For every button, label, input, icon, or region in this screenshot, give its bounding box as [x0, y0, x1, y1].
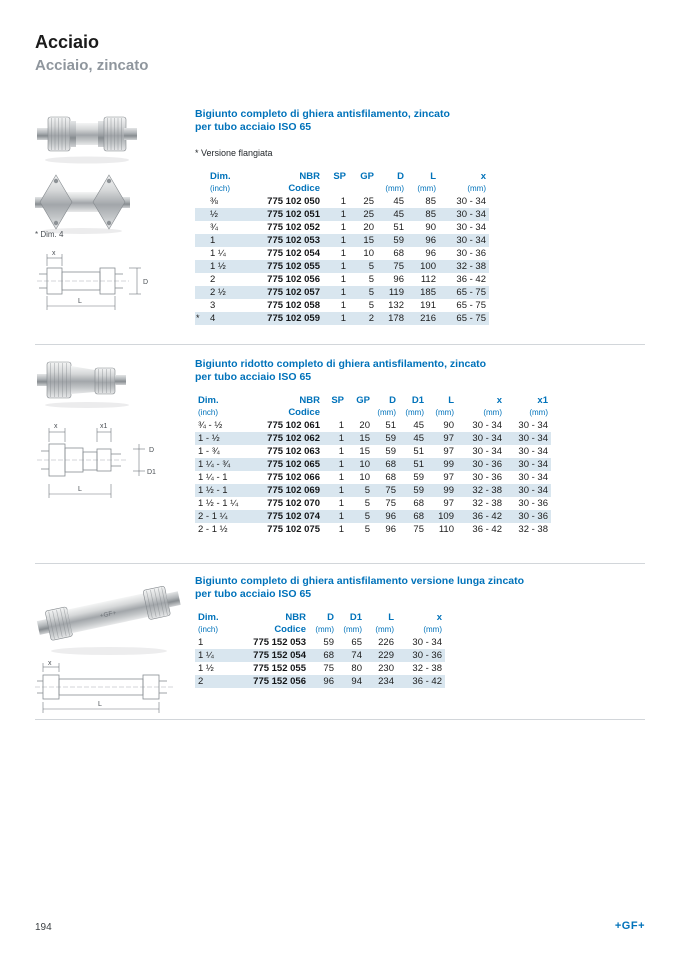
gp-cell: 25: [363, 209, 374, 220]
x-cell: 36 - 42: [456, 274, 486, 285]
table-row: [195, 484, 551, 497]
dim-label-x: x: [48, 660, 52, 667]
column-subheader-sp: [323, 183, 349, 195]
l-cell: 230: [378, 663, 394, 674]
l-cell: 191: [420, 300, 436, 311]
l-cell: 216: [420, 313, 436, 324]
sp-cell: 1: [338, 420, 344, 431]
dim-cell: 1 - ¾: [198, 446, 220, 457]
column-subheader-dim: (inch): [198, 625, 219, 634]
d1-cell: 59: [413, 472, 424, 483]
l-cell: 97: [443, 446, 454, 457]
product-photo-long-coupling: [35, 569, 183, 659]
column-subheader-gp: [347, 407, 373, 419]
column-subheader-d1: (mm): [405, 408, 424, 417]
sp-cell: 1: [338, 498, 344, 509]
d-cell: 132: [388, 300, 404, 311]
gp-cell: 15: [363, 235, 374, 246]
d-cell: 75: [385, 485, 396, 496]
l-cell: 90: [443, 420, 454, 431]
d1-cell: 80: [351, 663, 362, 674]
dim-cell: 1 ½: [198, 663, 214, 674]
dim-label-x1: x1: [100, 423, 108, 430]
dim-cell: 1 - ½: [198, 433, 220, 444]
dim-cell: 2 - 1 ½: [198, 524, 228, 535]
dim-label-l: L: [78, 298, 82, 305]
flag-cell: [195, 208, 207, 221]
d-cell: 75: [385, 498, 396, 509]
gp-cell: 5: [364, 511, 370, 522]
code-cell: 775 102 057: [267, 287, 320, 298]
x-cell: 30 - 34: [456, 235, 486, 246]
table-row: [195, 208, 489, 221]
product-table: [195, 394, 551, 536]
sp-cell: 1: [338, 433, 344, 444]
dim-cell: 2: [210, 274, 216, 285]
d1-cell: 51: [413, 446, 424, 457]
code-cell: 775 102 061: [267, 420, 320, 431]
dim-label-d: D: [149, 447, 155, 454]
gp-cell: 25: [363, 196, 374, 207]
d-cell: 119: [388, 287, 404, 298]
flag-cell: [195, 221, 207, 234]
column-header-x: x: [480, 171, 486, 182]
x1-cell: 30 - 36: [518, 498, 548, 509]
d-cell: 45: [393, 209, 404, 220]
x1-cell: 30 - 34: [518, 433, 548, 444]
l-cell: 97: [443, 472, 454, 483]
dim-cell: 1 ½ - 1 ¼: [198, 498, 239, 509]
column-header-x: x: [496, 395, 502, 406]
table-row: [195, 195, 489, 208]
x-cell: 30 - 34: [472, 420, 502, 431]
flag-cell: [195, 299, 207, 312]
gp-cell: 5: [364, 498, 370, 509]
x-cell: 30 - 34: [472, 446, 502, 457]
table-row: [195, 247, 489, 260]
sp-cell: 1: [340, 300, 346, 311]
column-header-d1: D1: [349, 612, 362, 623]
x-cell: 65 - 75: [456, 300, 486, 311]
dim-label-d: D: [143, 279, 149, 286]
column-subheader-d: (mm): [315, 625, 334, 634]
dim-cell: ¾: [210, 222, 218, 233]
l-cell: 226: [378, 637, 394, 648]
table-row: [195, 497, 551, 510]
page-subtitle: Acciaio, zincato: [35, 57, 149, 74]
column-header-code: NBR: [299, 395, 320, 406]
x-cell: 36 - 42: [472, 511, 502, 522]
image-caption: * Dim. 4: [35, 230, 64, 239]
gp-cell: 5: [364, 485, 370, 496]
d-cell: 75: [393, 261, 404, 272]
x-cell: 32 - 38: [472, 485, 502, 496]
x-cell: 30 - 36: [472, 459, 502, 470]
x-cell: 30 - 34: [456, 222, 486, 233]
code-cell: 775 102 062: [267, 433, 320, 444]
d1-cell: 68: [413, 511, 424, 522]
column-subheader-d1: (mm): [343, 625, 362, 634]
section-heading: Bigiunto completo di ghiera antisfilamento versione lunga zincato per tubo acciaio ISO 65: [195, 575, 525, 600]
l-cell: 96: [425, 248, 436, 259]
code-cell: 775 152 054: [253, 650, 306, 661]
column-header-sp: SP: [333, 171, 346, 182]
x1-cell: 32 - 38: [518, 524, 548, 535]
d-cell: 96: [385, 524, 396, 535]
column-header-d1: D1: [411, 395, 424, 406]
l-cell: 185: [420, 287, 436, 298]
d1-cell: 45: [413, 433, 424, 444]
code-cell: 775 152 053: [253, 637, 306, 648]
column-header-d: D: [327, 612, 334, 623]
sp-cell: 1: [340, 287, 346, 298]
x-cell: 30 - 36: [456, 248, 486, 259]
column-header-flag: [195, 170, 207, 183]
sp-cell: 1: [340, 261, 346, 272]
table-row: [195, 675, 445, 688]
column-header-dim: Dim.: [198, 612, 219, 623]
d-cell: 59: [385, 433, 396, 444]
sp-cell: 1: [340, 248, 346, 259]
product-photo-reduced-coupling: [37, 352, 137, 410]
flag-cell: [195, 195, 207, 208]
brand-marking: +GF+: [99, 609, 117, 620]
l-cell: 97: [443, 433, 454, 444]
x-cell: 32 - 38: [412, 663, 442, 674]
d-cell: 68: [385, 459, 396, 470]
column-header-dim: Dim.: [210, 171, 231, 182]
table-row: [195, 286, 489, 299]
dim-cell: 1 ½: [210, 261, 226, 272]
d-cell: 59: [385, 446, 396, 457]
d-cell: 96: [393, 274, 404, 285]
column-header-x1: x1: [537, 395, 548, 406]
code-cell: 775 102 074: [267, 511, 320, 522]
code-cell: 775 102 059: [267, 313, 320, 324]
d-cell: 96: [385, 511, 396, 522]
x1-cell: 30 - 36: [518, 511, 548, 522]
gp-cell: 5: [364, 524, 370, 535]
sp-cell: 1: [338, 446, 344, 457]
d-cell: 51: [385, 420, 396, 431]
x-cell: 36 - 42: [472, 524, 502, 535]
dim-cell: 1 ¼: [198, 650, 214, 661]
column-subheader-code: Codice: [288, 183, 320, 194]
table-row: [195, 636, 445, 649]
flag-cell: [195, 273, 207, 286]
code-cell: 775 102 063: [267, 446, 320, 457]
l-cell: 99: [443, 459, 454, 470]
x-cell: 32 - 38: [456, 261, 486, 272]
x-cell: 32 - 38: [472, 498, 502, 509]
d-cell: 59: [393, 235, 404, 246]
gp-cell: 10: [363, 248, 374, 259]
code-cell: 775 102 075: [267, 524, 320, 535]
d1-cell: 74: [351, 650, 362, 661]
table-row: [195, 662, 445, 675]
table-row: [195, 221, 489, 234]
technical-drawing-coupling: [37, 244, 157, 316]
section-coupling-reduced: [35, 358, 645, 558]
product-photo-flanged: [35, 170, 130, 236]
sp-cell: 1: [340, 235, 346, 246]
d1-cell: 65: [351, 637, 362, 648]
d-cell: 68: [385, 472, 396, 483]
sp-cell: 1: [340, 222, 346, 233]
table-row: [195, 510, 551, 523]
d1-cell: 45: [413, 420, 424, 431]
code-cell: 775 102 058: [267, 300, 320, 311]
code-cell: 775 102 066: [267, 472, 320, 483]
column-subheader-d: (mm): [385, 184, 404, 193]
l-cell: 110: [438, 524, 454, 535]
page-number: 194: [35, 922, 52, 933]
x1-cell: 30 - 34: [518, 446, 548, 457]
l-cell: 99: [443, 485, 454, 496]
dim-cell: 1 ¼: [210, 248, 226, 259]
sp-cell: 1: [338, 524, 344, 535]
section-separator: [35, 563, 645, 564]
l-cell: 85: [425, 196, 436, 207]
dim-cell: 2 - 1 ¼: [198, 511, 228, 522]
column-header-l: L: [430, 171, 436, 182]
dim-cell: 2: [198, 676, 204, 687]
sp-cell: 1: [340, 313, 346, 324]
column-subheader-x: (mm): [423, 625, 442, 634]
l-cell: 97: [443, 498, 454, 509]
code-cell: 775 152 055: [253, 663, 306, 674]
flag-cell: [195, 260, 207, 273]
d-cell: 45: [393, 196, 404, 207]
d-cell: 178: [388, 313, 404, 324]
code-cell: 775 102 050: [267, 196, 320, 207]
table-row: [195, 273, 489, 286]
column-header-gp: GP: [356, 395, 370, 406]
code-cell: 775 152 056: [253, 676, 306, 687]
column-subheader-l: (mm): [417, 184, 436, 193]
x-cell: 65 - 75: [456, 287, 486, 298]
column-header-code: NBR: [285, 612, 306, 623]
code-cell: 775 102 054: [267, 248, 320, 259]
x1-cell: 30 - 34: [518, 485, 548, 496]
sp-cell: 1: [340, 274, 346, 285]
flag-cell: [195, 286, 207, 299]
dim-cell: 1 ¼ - ¾: [198, 459, 231, 470]
x-cell: 65 - 75: [456, 313, 486, 324]
column-subheader-d: (mm): [377, 408, 396, 417]
column-subheader-gp: [349, 183, 377, 195]
dim-cell: ½: [210, 209, 218, 220]
l-cell: 85: [425, 209, 436, 220]
d1-cell: 94: [351, 676, 362, 687]
code-cell: 775 102 053: [267, 235, 320, 246]
column-header-code: NBR: [299, 171, 320, 182]
section-separator: [35, 344, 645, 345]
table-row: [195, 523, 551, 536]
flag-cell: *: [196, 313, 200, 323]
l-cell: 90: [425, 222, 436, 233]
gp-cell: 20: [363, 222, 374, 233]
sp-cell: 1: [338, 472, 344, 483]
code-cell: 775 102 051: [267, 209, 320, 220]
column-subheader-sp: [323, 407, 347, 419]
gp-cell: 20: [359, 420, 370, 431]
sp-cell: 1: [340, 196, 346, 207]
gp-cell: 15: [359, 433, 370, 444]
column-subheader-l: (mm): [435, 408, 454, 417]
table-row: [195, 471, 551, 484]
column-subheader-dim: (inch): [210, 184, 231, 193]
table-row: [195, 299, 489, 312]
section-note: * Versione flangiata: [195, 148, 273, 158]
d1-cell: 68: [413, 498, 424, 509]
d1-cell: 75: [413, 524, 424, 535]
table-row: [195, 234, 489, 247]
dim-cell: 1: [198, 637, 204, 648]
l-cell: 112: [420, 274, 436, 285]
gp-cell: 15: [359, 446, 370, 457]
gp-cell: 5: [368, 274, 374, 285]
d-cell: 68: [323, 650, 334, 661]
gp-cell: 2: [368, 313, 374, 324]
code-cell: 775 102 070: [267, 498, 320, 509]
column-subheader-code: Codice: [288, 407, 320, 418]
sp-cell: 1: [340, 209, 346, 220]
code-cell: 775 102 065: [267, 459, 320, 470]
section-coupling-standard: [35, 108, 645, 343]
l-cell: 100: [420, 261, 436, 272]
column-subheader-dim: (inch): [198, 408, 219, 417]
brand-logo: +GF+: [614, 920, 645, 932]
section-heading: Bigiunto completo di ghiera antisfilamento, zincato per tubo acciaio ISO 65: [195, 108, 450, 133]
dim-cell: 1: [210, 235, 216, 246]
sp-cell: 1: [338, 485, 344, 496]
l-cell: 229: [378, 650, 394, 661]
product-photo-coupling: [37, 102, 137, 166]
gp-cell: 5: [368, 300, 374, 311]
dim-cell: ⅜: [210, 196, 218, 207]
sp-cell: 1: [338, 511, 344, 522]
dim-label-l: L: [98, 701, 102, 708]
dim-cell: 3: [210, 300, 216, 311]
x-cell: 30 - 36: [472, 472, 502, 483]
code-cell: 775 102 069: [267, 485, 320, 496]
table-row: [195, 419, 551, 432]
x-cell: 30 - 34: [412, 637, 442, 648]
d-cell: 96: [323, 676, 334, 687]
column-header-l: L: [388, 612, 394, 623]
d1-cell: 59: [413, 485, 424, 496]
column-subheader-x1: (mm): [529, 408, 548, 417]
dim-cell: 2 ½: [210, 287, 226, 298]
column-header-d: D: [389, 395, 396, 406]
table-row: [195, 260, 489, 273]
dim-label-x: x: [54, 423, 58, 430]
x-cell: 30 - 36: [412, 650, 442, 661]
section-heading: Bigiunto ridotto completo di ghiera antisfilamento, zincato per tubo acciaio ISO 65: [195, 358, 487, 383]
x-cell: 30 - 34: [456, 196, 486, 207]
page-title: Acciaio: [35, 32, 100, 52]
x-cell: 36 - 42: [412, 676, 442, 687]
dim-cell: 1 ½ - 1: [198, 485, 228, 496]
gp-cell: 10: [359, 459, 370, 470]
x-cell: 30 - 34: [456, 209, 486, 220]
dim-label-d1: D1: [147, 469, 156, 476]
code-cell: 775 102 056: [267, 274, 320, 285]
dim-cell: 4: [210, 313, 216, 324]
column-header-sp: SP: [331, 395, 344, 406]
code-cell: 775 102 052: [267, 222, 320, 233]
d-cell: 75: [323, 663, 334, 674]
column-subheader-flag: [195, 183, 207, 195]
d1-cell: 51: [413, 459, 424, 470]
x-cell: 30 - 34: [472, 433, 502, 444]
gp-cell: 10: [359, 472, 370, 483]
column-header-x: x: [436, 612, 442, 623]
table-row: [195, 445, 551, 458]
table-row: [195, 432, 551, 445]
code-cell: 775 102 055: [267, 261, 320, 272]
column-subheader-code: Codice: [274, 624, 306, 635]
technical-drawing-reduced: [37, 416, 162, 508]
product-table: [195, 611, 445, 688]
product-table: [195, 170, 489, 325]
table-row: [195, 458, 551, 471]
l-cell: 96: [425, 235, 436, 246]
dim-cell: 1 ¼ - 1: [198, 472, 228, 483]
column-header-l: L: [448, 395, 454, 406]
d-cell: 59: [323, 637, 334, 648]
column-subheader-x: (mm): [483, 408, 502, 417]
gp-cell: 5: [368, 287, 374, 298]
dim-cell: ¾ - ½: [198, 420, 223, 431]
dim-label-l: L: [78, 486, 82, 493]
column-header-dim: Dim.: [198, 395, 219, 406]
flag-cell: [195, 247, 207, 260]
l-cell: 234: [378, 676, 394, 687]
table-row: [195, 649, 445, 662]
d-cell: 51: [393, 222, 404, 233]
d-cell: 68: [393, 248, 404, 259]
technical-drawing-long: [35, 657, 180, 715]
column-header-gp: GP: [360, 171, 374, 182]
sp-cell: 1: [338, 459, 344, 470]
gp-cell: 5: [368, 261, 374, 272]
x1-cell: 30 - 34: [518, 420, 548, 431]
section-coupling-long: [35, 575, 645, 715]
column-header-d: D: [397, 171, 404, 182]
table-row: [195, 312, 489, 325]
dim-label-x: x: [52, 250, 56, 257]
l-cell: 109: [438, 511, 454, 522]
column-subheader-l: (mm): [375, 625, 394, 634]
x1-cell: 30 - 34: [518, 459, 548, 470]
section-separator: [35, 719, 645, 720]
x1-cell: 30 - 34: [518, 472, 548, 483]
flag-cell: [195, 234, 207, 247]
column-subheader-x: (mm): [467, 184, 486, 193]
